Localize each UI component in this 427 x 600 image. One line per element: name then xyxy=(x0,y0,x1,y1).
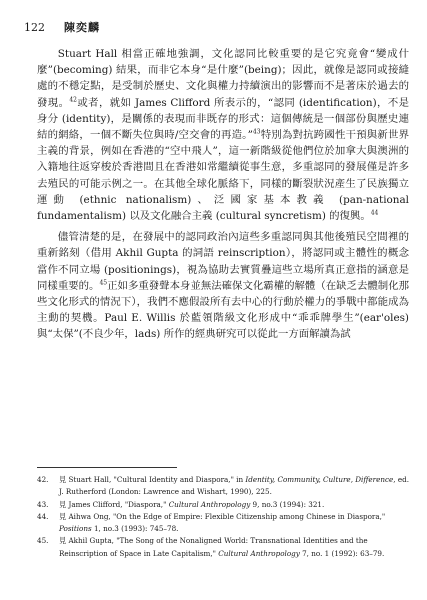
paragraph-1-part-3: 特別為對抗跨國性干預與新世界主義的背景，例如在香港的“空中飛人”，這一新階級從他們位於加拿大與澳洲的入籍地往返穿梭於香港間且在香港如常繼續從事生意，多重認同的發展僅是許多去殖民的可能示例之一。在其他全球化脈絡下，同樣的斷裂狀況產生了民族獨立運動 (ethnic nationalism)、泛國家基本教義 (pan-national fundamentalism) 以及文化融合主義 (cultural syncretism) 的復興。 xyxy=(37,129,409,223)
footnote-number: 43. xyxy=(37,499,49,509)
main-text xyxy=(37,46,409,348)
footnote-45 xyxy=(37,535,409,560)
paragraph-2-part-2: 正如多重發聲本身並無法確保文化霸權的解體（在缺乏去體制化那些文化形式的情況下），我們不應假設所有去中心的行動於權力的爭戰中都能成為主動的契機。Paul E. Willis 於藍領階級文化形成中“乖乖牌學生”(ear'oles) 與“太保”(不良少年，lads) 所作的經典研究可以從此一方面解讀為試 xyxy=(37,279,410,341)
footnote-42 xyxy=(37,474,409,499)
running-author: 陳奕麟 xyxy=(64,21,100,34)
footnote-number: 44. xyxy=(37,511,49,521)
footnote-number: 45. xyxy=(37,536,49,546)
footnote-text: 見 Stuart Hall, "Cultural Identity and Diaspora," in Identity, Community, Culture, Difference, ed. J. Rutherford (London: Lawrence and Wishart, 1990), 225. xyxy=(59,475,409,497)
footnote-ref-43[interactable]: 43 xyxy=(252,128,261,136)
footnotes xyxy=(37,474,409,560)
footnote-ref-44[interactable]: 44 xyxy=(370,209,379,217)
footnote-text: 見 Akhil Gupta, "The Song of the Nonaligned World: Transnational Identities and the Reinscription of Space in Late Capitalism," Cultural Anthropology 7, no. 1 (1992): 63–79. xyxy=(59,536,385,558)
paragraph-1-part-1: Stuart Hall 相當正確地強調，文化認同比較重要的是它究竟會“變成什麼”(becoming) 結果，而非它本身“是什麼”(being)；因此，就像是認同或接縫處的不穩定點，是受制於歷史、文化與權力持續演出的影響而不是著床於過去的發現。 xyxy=(37,48,409,109)
footnote-number: 42. xyxy=(37,475,49,484)
page-number: 122 xyxy=(24,21,45,34)
footnote-44 xyxy=(37,511,409,536)
footnote-ref-42[interactable]: 42 xyxy=(69,96,77,104)
footnote-ref-45[interactable]: 45 xyxy=(99,279,108,287)
running-header xyxy=(24,20,404,36)
paragraph-2 xyxy=(37,229,409,342)
paragraph-1 xyxy=(37,46,409,224)
paragraph-2-part-1: 儘管清楚的是，在發展中的認同政治內這些多重認同與其他後殖民空間裡的重新銘刻（借用 Akhil Gupta 的詞語 reinscription），將認同或主體性的概念當作不同立場 (positionings)，視為協助去實質疊這些立場所真正意指的涵意是同樣重要的。 xyxy=(37,231,409,292)
paragraph-1-part-2: 或者，就如 James Clifford 所表示的，“認同 (identification)，不是身分 (identity)，是關係的表現而非既存的形式：這個傳統是一個部份與歷史連結的網絡，一個不斷失位與時/空交會的再造。” xyxy=(37,96,409,142)
footnote-43 xyxy=(37,499,409,511)
footnote-divider xyxy=(37,467,177,468)
footnote-text: 見 Aihwa Ong, "On the Edge of Empire: Flexible Citizenship among Chinese in Diaspora," Positions 1, no.3 (1993): 745–78. xyxy=(59,511,386,534)
footnote-text: 見 James Clifford, "Diaspora," Cultural Anthropology 9, no.3 (1994): 321. xyxy=(59,499,325,509)
